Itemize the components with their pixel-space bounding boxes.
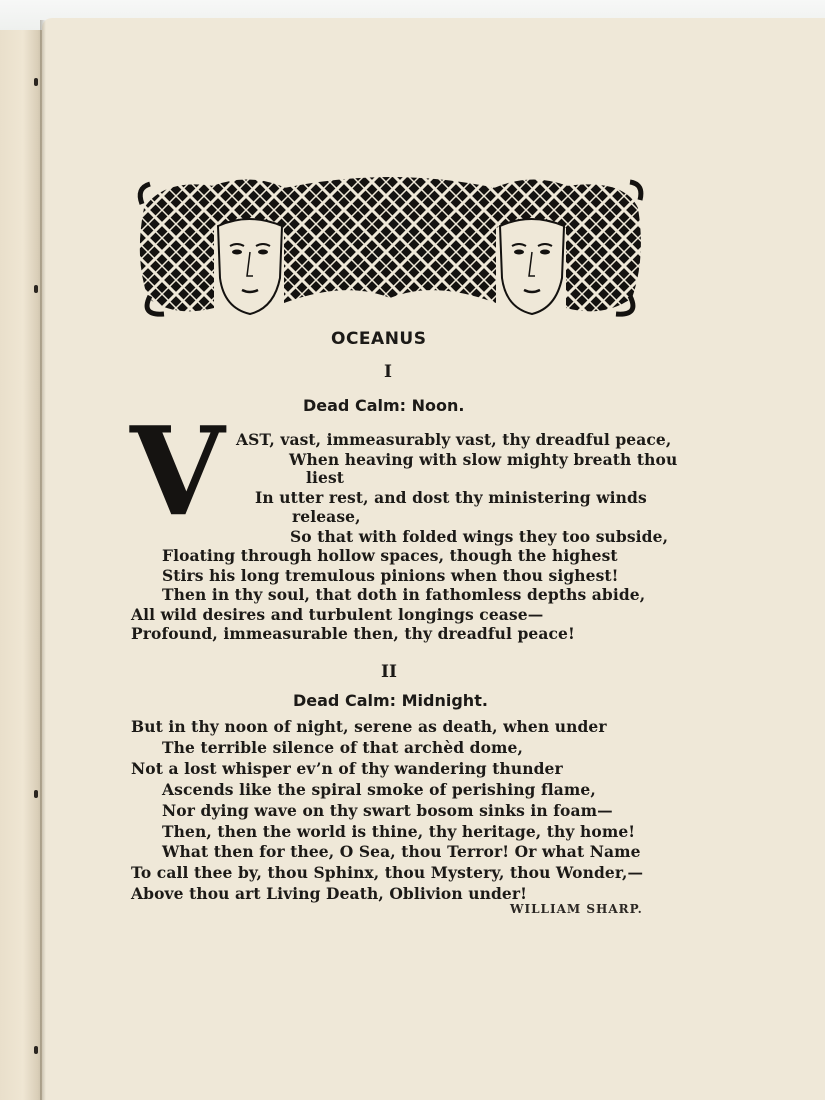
poem-line: So that with folded wings they too subside, bbox=[290, 527, 669, 546]
poem-line: Floating through hollow spaces, though the highest bbox=[162, 546, 618, 565]
binding-stitch bbox=[34, 1046, 38, 1054]
poem-line: Above thou art Living Death, Oblivion under! bbox=[131, 884, 528, 903]
celtic-knot-faces-ornament bbox=[134, 168, 646, 320]
face-left bbox=[218, 219, 282, 314]
poem-line: To call thee by, thou Sphinx, thou Mystery, thou Wonder,— bbox=[131, 863, 644, 882]
poem-line: Stirs his long tremulous pinions when thou sighest! bbox=[162, 566, 619, 585]
spine-shadow bbox=[40, 20, 46, 1100]
section-numeral: I bbox=[384, 362, 392, 382]
page-title: OCEANUS bbox=[331, 329, 427, 349]
binding-stitch bbox=[34, 285, 38, 293]
author-signature: WILLIAM SHARP. bbox=[510, 902, 643, 916]
poem-line: Profound, immeasurable then, thy dreadful peace! bbox=[131, 624, 575, 643]
left-page-edge bbox=[0, 30, 42, 1100]
section-numeral: II bbox=[381, 662, 397, 682]
poem-line: Ascends like the spiral smoke of perishing flame, bbox=[162, 780, 596, 799]
poem-line: All wild desires and turbulent longings cease— bbox=[131, 605, 544, 624]
section-subtitle: Dead Calm: Midnight. bbox=[293, 691, 488, 710]
poem-line: release, bbox=[292, 507, 361, 526]
binding-stitch bbox=[34, 790, 38, 798]
poem-line: Then, then the world is thine, thy heritage, thy home! bbox=[162, 822, 636, 841]
poem-line: In utter rest, and dost thy ministering winds bbox=[255, 488, 647, 507]
drop-cap: V bbox=[130, 399, 225, 543]
poem-line: The terrible silence of that archèd dome, bbox=[162, 738, 523, 757]
poem-line: Nor dying wave on thy swart bosom sinks in foam— bbox=[162, 801, 613, 820]
poem-line: Then in thy soul, that doth in fathomless depths abide, bbox=[162, 585, 646, 604]
section-subtitle: Dead Calm: Noon. bbox=[303, 396, 465, 415]
binding-stitch bbox=[34, 78, 38, 86]
poem-line: liest bbox=[306, 468, 345, 487]
poem-line: Not a lost whisper ev’n of thy wandering thunder bbox=[131, 759, 563, 778]
face-right bbox=[500, 219, 564, 314]
poem-line: What then for thee, O Sea, thou Terror! Or what Name bbox=[162, 842, 641, 861]
poem-line: AST, vast, immeasurably vast, thy dreadful peace, bbox=[236, 430, 672, 449]
poem-line: When heaving with slow mighty breath thou bbox=[289, 450, 678, 469]
poem-line: But in thy noon of night, serene as death, when under bbox=[131, 717, 607, 736]
